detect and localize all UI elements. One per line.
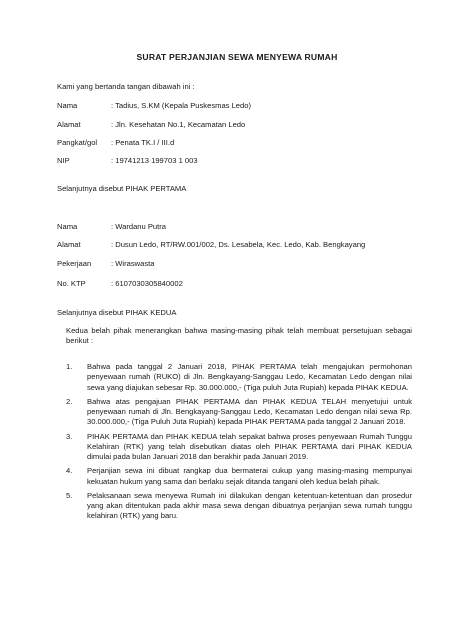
clause-number: 2.	[66, 396, 73, 406]
clause-number: 4.	[66, 466, 73, 476]
field-value: : Wardanu Putra	[111, 222, 167, 231]
party2-ktp-row	[57, 279, 183, 289]
clause-item	[66, 397, 412, 428]
clause-number: 1.	[66, 362, 73, 371]
clause-item	[66, 432, 412, 463]
party2-job-row	[57, 259, 154, 269]
party2-designation: Selanjutnya disebut PIHAK KEDUA	[57, 308, 177, 317]
clause-text: Bahwa pada tanggal 2 Januari 2018, PIHAK PERTAMA telah mengajukan permohonan penyewaan rumah (RUKO) di Jln. Bengkayang-Sanggau Ledo, Kecamatan Ledo dengan nilai sewa yang diajukan sebesar Rp. 30.000.000,- (Tiga puluh Juta Rupiah) kepada PIHAK KEDUA.	[87, 362, 412, 392]
clause-number: 5.	[66, 490, 73, 500]
party2-address-row	[57, 240, 365, 250]
field-value: : 19741213 199703 1 003	[111, 156, 198, 165]
party1-rank-row	[57, 138, 174, 148]
agreement-lead: Kedua belah pihak menerangkan bahwa masing-masing pihak telah membuat persetujuan sebagai berikut :	[66, 326, 412, 346]
field-value: : 6107030305840002	[111, 279, 183, 288]
field-label: Alamat	[57, 240, 81, 249]
clause-text: Pelaksanaan sewa menyewa Rumah ini dilakukan dengan ketentuan-ketentuan dan prosedur yang akan ditentukan pada akhir masa sewa dengan dibuatnya perjanjian sewa rumah tunggu kelahiran (RTK) yang baru.	[87, 490, 412, 521]
clause-text: Bahwa atas pengajuan PIHAK PERTAMA dan PIHAK KEDUA TELAH menyetujui untuk penyewaan rumah di Jln. Bengkayang-Sanggau Ledo, Kecamatan Ledo dengan nilai sewa Rp. 30.000.000,- (Tiga Puluh Juta Rupiah) kepada PIHAK PERTAMA pada tanggal 2 Januari 2018.	[87, 396, 412, 427]
field-value: : Penata TK.I / III.d	[111, 138, 175, 147]
clause-number: 3.	[66, 431, 73, 441]
field-label: Pangkat/gol	[57, 138, 98, 147]
field-value: : Wiraswasta	[111, 259, 155, 268]
party1-designation: Selanjutnya disebut PIHAK PERTAMA	[57, 184, 187, 193]
field-label: Nama	[57, 222, 78, 231]
field-label: NIP	[57, 156, 70, 165]
clause-text: PIHAK PERTAMA dan PIHAK KEDUA telah sepakat bahwa proses penyewaan Rumah Tunggu Kelahiran (RTK) yang telah disebutkan diatas oleh PIHAK PERTAMA dari PIHAK KEDUA dimulai pada bulan Januari 2018 dan berakhir pada Januari 2019.	[87, 431, 412, 461]
field-label: No. KTP	[57, 279, 86, 288]
document-title: SURAT PERJANJIAN SEWA MENYEWA RUMAH	[136, 52, 338, 62]
party1-nip-row	[57, 156, 198, 166]
clause-item	[66, 466, 412, 487]
clause-item	[66, 362, 412, 393]
party2-name-row	[57, 222, 166, 232]
field-value: : Tadius, S.KM (Kepala Puskesmas Ledo)	[111, 101, 251, 110]
field-label: Alamat	[57, 120, 81, 129]
party1-address-row	[57, 120, 245, 130]
field-value: : Jln. Kesehatan No.1, Kecamatan Ledo	[111, 120, 246, 129]
clause-item	[66, 491, 412, 522]
intro-text: Kami yang bertanda tangan dibawah ini :	[57, 82, 195, 91]
clause-list	[66, 362, 412, 526]
clause-text: Perjanjian sewa ini dibuat rangkap dua bermaterai cukup yang masing-masing mempunyai kekuatan hukum yang sama dan berlaku sejak ditanda tangani oleh kedua belah pihak.	[87, 466, 412, 486]
field-label: Pekerjaan	[57, 259, 92, 268]
field-label: Nama	[57, 101, 78, 110]
party1-name-row	[57, 101, 251, 111]
field-value: : Dusun Ledo, RT/RW.001/002, Ds. Lesabela, Kec. Ledo, Kab. Bengkayang	[111, 240, 366, 249]
